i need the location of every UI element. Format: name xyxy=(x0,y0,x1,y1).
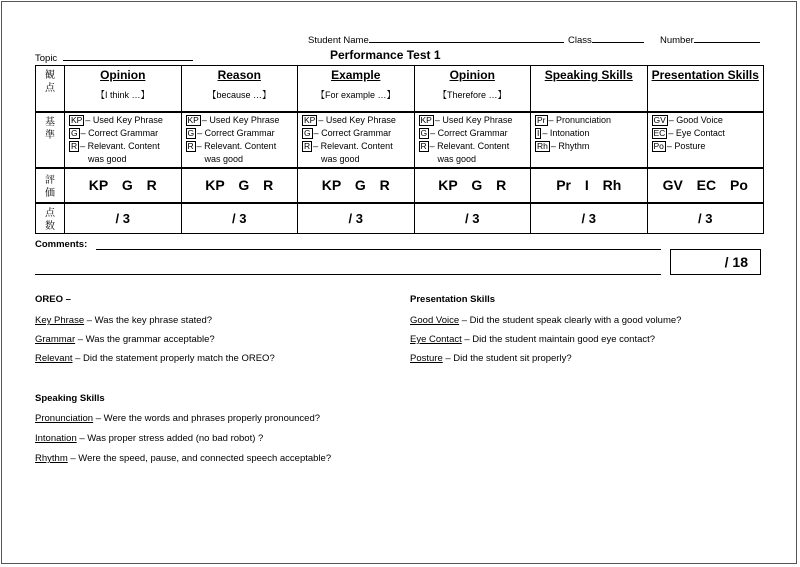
speaking-title: Speaking Skills xyxy=(35,393,105,404)
score-options[interactable]: GV EC Po xyxy=(647,168,764,203)
page-title: Performance Test 1 xyxy=(330,48,441,62)
comments-line-1[interactable] xyxy=(96,249,661,250)
points-cell: / 3 xyxy=(414,203,531,234)
score-options[interactable]: Pr I Rh xyxy=(531,168,648,203)
presentation-item: Posture – Did the student sit properly? xyxy=(410,353,572,364)
col-header-opinion: Opinion 【I think …】 xyxy=(65,66,182,112)
points-cell: / 3 xyxy=(298,203,415,234)
number-label: Number xyxy=(660,35,694,46)
class-field xyxy=(568,32,644,46)
student-name-field xyxy=(308,32,564,46)
row-label-viewpoint: 観 点 xyxy=(36,66,65,112)
topic-field xyxy=(35,50,193,64)
points-cell: / 3 xyxy=(647,203,764,234)
criteria-cell: GV – Good Voice EC – Eye Contact Po – Posture xyxy=(647,112,764,168)
col-header-presentation: Presentation Skills xyxy=(647,66,764,112)
col-header-example: Example 【For example …】 xyxy=(298,66,415,112)
speaking-item: Rhythm – Were the speed, pause, and connected speech acceptable? xyxy=(35,453,332,464)
oreo-item: Relevant – Did the statement properly match the OREO? xyxy=(35,353,275,364)
row-label-points: 点 数 xyxy=(36,203,65,234)
oreo-item: Grammar – Was the grammar acceptable? xyxy=(35,334,215,345)
oreo-title: OREO – xyxy=(35,294,71,305)
score-options[interactable]: KP G R xyxy=(65,168,182,203)
criteria-cell: KP – Used Key Phrase G – Correct Grammar R – Relevant. Content was good xyxy=(65,112,182,168)
oreo-item: Key Phrase – Was the key phrase stated? xyxy=(35,315,213,326)
speaking-item: Intonation – Was proper stress added (no bad robot) ? xyxy=(35,433,264,444)
presentation-item: Eye Contact – Did the student maintain good eye contact? xyxy=(410,334,656,345)
score-options[interactable]: KP G R xyxy=(414,168,531,203)
criteria-cell: Pr – Pronunciation I – Intonation Rh – Rhythm xyxy=(531,112,648,168)
col-header-opinion-2: Opinion 【Therefore …】 xyxy=(414,66,531,112)
rubric-header-row xyxy=(36,66,764,112)
points-cell: / 3 xyxy=(65,203,182,234)
presentation-title: Presentation Skills xyxy=(410,294,496,305)
rubric-table xyxy=(35,65,764,234)
comments-line-2[interactable] xyxy=(35,274,661,275)
rubric-evaluation-row xyxy=(36,168,764,203)
criteria-cell: KP – Used Key Phrase G – Correct Grammar R – Relevant. Content was good xyxy=(181,112,298,168)
student-name-line[interactable] xyxy=(369,32,564,43)
score-options[interactable]: KP G R xyxy=(298,168,415,203)
number-line[interactable] xyxy=(694,32,760,43)
presentation-item: Good Voice – Did the student speak clearly with a good volume? xyxy=(410,315,682,326)
comments-label: Comments: xyxy=(35,239,88,250)
points-cell: / 3 xyxy=(531,203,648,234)
class-line[interactable] xyxy=(592,32,644,43)
number-field xyxy=(660,32,760,46)
points-cell: / 3 xyxy=(181,203,298,234)
class-label: Class xyxy=(568,35,592,46)
col-header-reason: Reason 【because …】 xyxy=(181,66,298,112)
col-header-speaking: Speaking Skills xyxy=(531,66,648,112)
rubric-criteria-row xyxy=(36,112,764,168)
topic-line[interactable] xyxy=(63,50,193,61)
criteria-cell: KP – Used Key Phrase G – Correct Grammar R – Relevant. Content was good xyxy=(414,112,531,168)
row-label-criteria: 基 準 xyxy=(36,112,65,168)
row-label-evaluation: 評 価 xyxy=(36,168,65,203)
speaking-item: Pronunciation – Were the words and phrases properly pronounced? xyxy=(35,413,321,424)
score-options[interactable]: KP G R xyxy=(181,168,298,203)
criteria-cell: KP – Used Key Phrase G – Correct Grammar R – Relevant. Content was good xyxy=(298,112,415,168)
total-score-box: / 18 xyxy=(670,249,761,275)
rubric-points-row xyxy=(36,203,764,234)
student-name-label: Student Name xyxy=(308,35,369,46)
topic-label: Topic xyxy=(35,53,58,64)
